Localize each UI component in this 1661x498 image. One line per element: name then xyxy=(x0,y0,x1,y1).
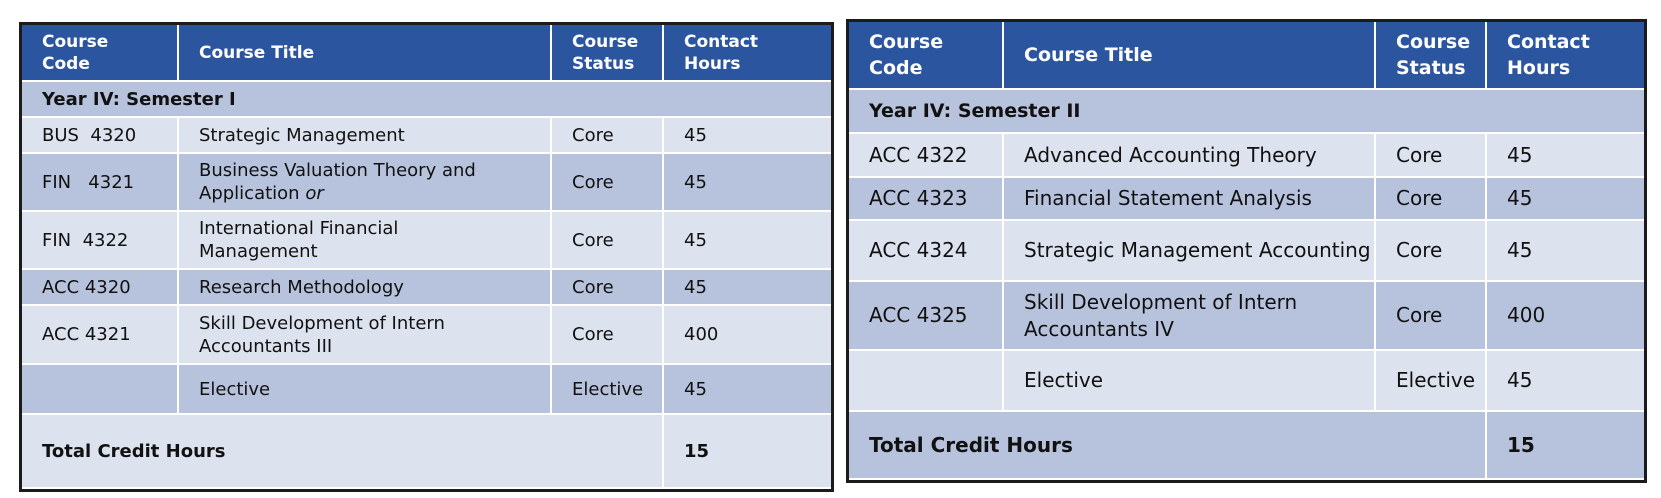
course-title: Elective xyxy=(1004,351,1376,412)
course-title: Strategic Management xyxy=(179,118,552,154)
table-row xyxy=(22,212,831,270)
table-header-row xyxy=(849,22,1644,90)
table-row xyxy=(22,118,831,154)
contact-hours: 45 xyxy=(664,365,831,415)
table-row xyxy=(22,270,831,306)
course-code xyxy=(22,365,179,415)
course-code: FIN 4321 xyxy=(22,154,179,212)
table-row xyxy=(849,178,1644,221)
course-code: ACC 4323 xyxy=(849,178,1004,221)
contact-hours: 400 xyxy=(1487,282,1644,351)
course-title: Business Valuation Theory and Application or xyxy=(179,154,552,212)
semester-band-row xyxy=(22,82,831,118)
total-value: 15 xyxy=(664,415,831,489)
course-title: Elective xyxy=(179,365,552,415)
contact-hours: 45 xyxy=(664,212,831,270)
semester-2-table xyxy=(849,22,1644,480)
course-title: Research Methodology xyxy=(179,270,552,306)
contact-hours: 400 xyxy=(664,306,831,365)
course-code: ACC 4325 xyxy=(849,282,1004,351)
semester-1-table-panel xyxy=(19,22,834,492)
semester-1-table xyxy=(22,25,831,489)
header-course-title: Course Title xyxy=(1004,22,1376,90)
contact-hours: 45 xyxy=(1487,221,1644,282)
semester-label: Year IV: Semester II xyxy=(849,90,1644,134)
course-status: Core xyxy=(552,212,664,270)
table-row xyxy=(849,221,1644,282)
course-code xyxy=(849,351,1004,412)
header-course-code-line1: Course xyxy=(42,31,109,52)
semester-label: Year IV: Semester I xyxy=(22,82,831,118)
table-row xyxy=(849,351,1644,412)
contact-hours: 45 xyxy=(1487,134,1644,178)
total-label: Total Credit Hours xyxy=(22,415,664,489)
contact-hours: 45 xyxy=(664,270,831,306)
course-title: Skill Development of Intern Accountants III xyxy=(179,306,552,365)
course-code: BUS 4320 xyxy=(22,118,179,154)
course-status: Elective xyxy=(552,365,664,415)
contact-hours: 45 xyxy=(1487,351,1644,412)
course-status: Core xyxy=(1376,221,1487,282)
course-code: ACC 4321 xyxy=(22,306,179,365)
table-row xyxy=(849,282,1644,351)
contact-hours: 45 xyxy=(664,118,831,154)
header-course-code: Course Code xyxy=(849,22,1004,90)
course-status: Core xyxy=(552,270,664,306)
course-title: International Financial Management xyxy=(179,212,552,270)
semester-2-table-panel xyxy=(846,19,1647,483)
course-status: Core xyxy=(552,154,664,212)
course-code: ACC 4322 xyxy=(849,134,1004,178)
course-title: Advanced Accounting Theory xyxy=(1004,134,1376,178)
table-row xyxy=(22,306,831,365)
course-status: Core xyxy=(1376,178,1487,221)
header-contact-hours: Contact Hours xyxy=(664,25,831,82)
course-status: Core xyxy=(1376,282,1487,351)
total-label: Total Credit Hours xyxy=(849,412,1487,480)
course-title: Skill Development of Intern Accountants IV xyxy=(1004,282,1376,351)
total-row xyxy=(849,412,1644,480)
header-course-status: Course Status xyxy=(1376,22,1487,90)
header-course-title: Course Title xyxy=(179,25,552,82)
header-course-code-line2: Code xyxy=(42,53,90,74)
semester-band-row xyxy=(849,90,1644,134)
course-title: Strategic Management Accounting xyxy=(1004,221,1376,282)
header-contact-hours: Contact Hours xyxy=(1487,22,1644,90)
course-status: Elective xyxy=(1376,351,1487,412)
course-status: Core xyxy=(552,118,664,154)
course-code: FIN 4322 xyxy=(22,212,179,270)
course-code: ACC 4320 xyxy=(22,270,179,306)
table-row xyxy=(22,154,831,212)
course-code: ACC 4324 xyxy=(849,221,1004,282)
header-course-status: Course Status xyxy=(552,25,664,82)
course-status: Core xyxy=(1376,134,1487,178)
total-row xyxy=(22,415,831,489)
contact-hours: 45 xyxy=(1487,178,1644,221)
contact-hours: 45 xyxy=(664,154,831,212)
header-course-code xyxy=(22,25,179,82)
total-value: 15 xyxy=(1487,412,1644,480)
course-status: Core xyxy=(552,306,664,365)
table-header-row xyxy=(22,25,831,82)
table-row xyxy=(849,134,1644,178)
table-row xyxy=(22,365,831,415)
course-title: Financial Statement Analysis xyxy=(1004,178,1376,221)
